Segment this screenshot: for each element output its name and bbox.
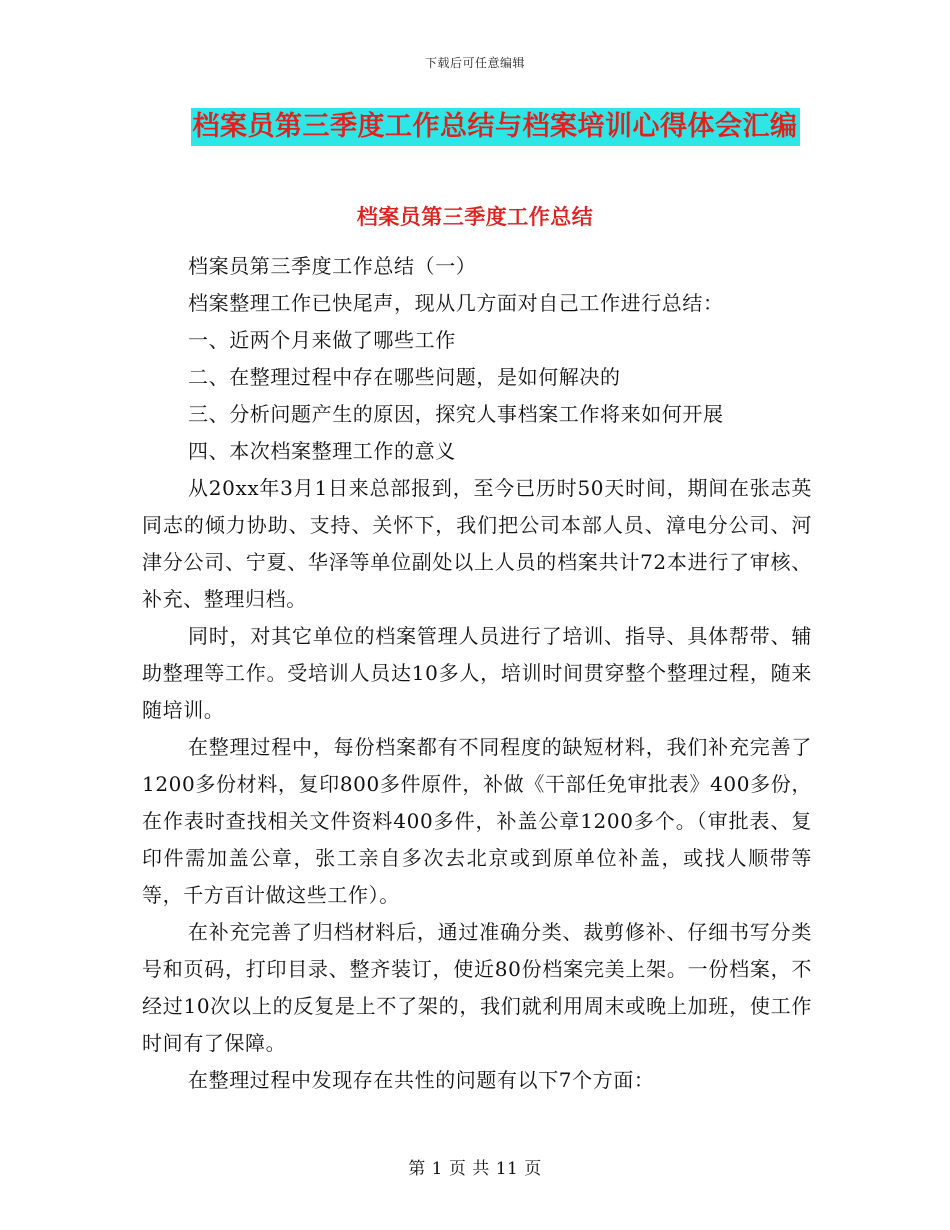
paragraph-work-summary: 从20xx年3月1日来总部报到，至今已历时50天时间，期间在张志英同志的倾力协助、支持、关怀下，我们把公司本部人员、漳电分公司、河津分公司、宁夏、华泽等单位副处以上人员的档案共计72本进行了审核、补充、整理归档。 [142, 476, 812, 611]
paragraph-materials: 在整理过程中，每份档案都有不同程度的缺短材料，我们补充完善了1200多份材料，复印800多件原件，补做《干部任免审批表》400多份，在作表时查找相关文件资料400多件，补盖公章1200多个。（审批表、复印件需加盖公章，张工亲自多次去北京或到原单位补盖，或找人顺带等等，千方百计做这些工作）。 [142, 735, 812, 907]
header-note: 下载后可任意编辑 [424, 56, 525, 70]
section-title: 档案员第三季度工作总结 [356, 205, 594, 229]
paragraph-issues: 在整理过程中发现存在共性的问题有以下7个方面： [188, 1068, 655, 1092]
page-number-footer: 第 1 页 共 11 页 [408, 1159, 542, 1179]
list-item-3: 三、分析问题产生的原因，探究人事档案工作将来如何开展 [188, 402, 724, 426]
main-title-container [0, 108, 950, 146]
list-item-1: 一、近两个月来做了哪些工作 [188, 328, 456, 352]
paragraph-training: 同时，对其它单位的档案管理人员进行了培训、指导、具体帮带、辅助整理等工作。受培训人员达10多人，培训时间贯穿整个整理过程，随来随培训。 [142, 624, 812, 722]
document-main-title: 档案员第三季度工作总结与档案培训心得体会汇编 [191, 108, 800, 146]
paragraph-subtitle: 档案员第三季度工作总结（一） [188, 254, 477, 278]
document-body [142, 248, 812, 1099]
paragraph-archiving: 在补充完善了归档材料后，通过准确分类、裁剪修补、仔细书写分类号和页码，打印目录、整齐装订，使近80份档案完美上架。一份档案，不经过10次以上的反复是上不了架的，我们就利用周末或晚上加班，使工作时间有了保障。 [142, 920, 812, 1055]
paragraph-intro: 档案整理工作已快尾声，现从几方面对自己工作进行总结： [188, 291, 724, 315]
list-item-4: 四、本次档案整理工作的意义 [188, 439, 456, 463]
list-item-2: 二、在整理过程中存在哪些问题，是如何解决的 [188, 365, 621, 389]
